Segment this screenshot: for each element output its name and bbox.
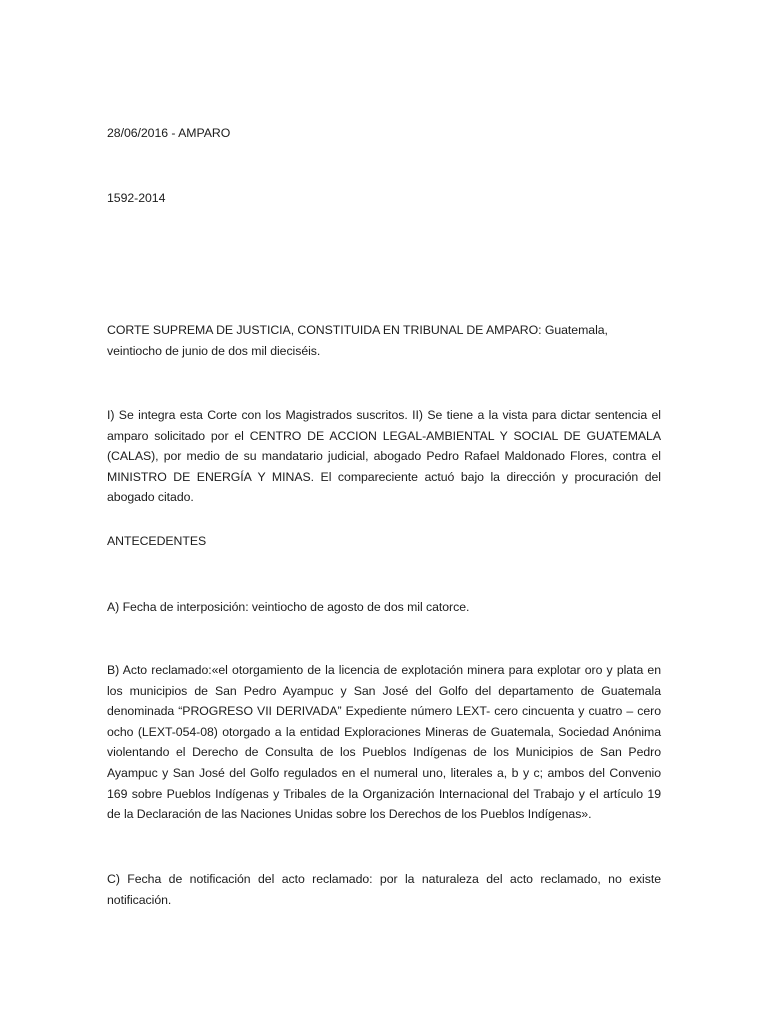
item-a-paragraph: A) Fecha de interposición: veintiocho de agosto de dos mil catorce. <box>107 600 470 614</box>
header-date: 28/06/2016 - AMPARO <box>107 126 231 140</box>
intro-paragraph: I) Se integra esta Corte con los Magistrados suscritos. II) Se tiene a la vista para dictar sentencia el amparo solicitado por el CENTRO DE ACCION LEGAL-AMBIENTAL Y SOCIAL DE GUATEMALA (CALAS), por medio de su mandatario judicial, abogado Pedro Rafael Maldonado Flores, contra el MINISTRO DE ENERGÍA Y MINAS. El compareciente actuó bajo la dirección y procuración del abogado citado. <box>107 408 661 505</box>
item-c-paragraph: C) Fecha de notificación del acto reclamado: por la naturaleza del acto reclamado, no existe notificación. <box>107 872 661 907</box>
section-heading: ANTECEDENTES <box>107 534 207 548</box>
court-opening-paragraph: CORTE SUPREMA DE JUSTICIA, CONSTITUIDA EN TRIBUNAL DE AMPARO: Guatemala, veintiocho de junio de dos mil dieciséis. <box>107 323 608 358</box>
file-number: 1592-2014 <box>107 191 166 205</box>
item-b-paragraph: B) Acto reclamado:«el otorgamiento de la licencia de explotación minera para explotar oro y plata en los municipios de San Pedro Ayampuc y San José del Golfo del departamento de Guatemala denominada “PROGRESO VII DERIVADA” Expediente número LEXT- cero cincuenta y cuatro – cero ocho (LEXT-054-08) otorgado a la entidad Exploraciones Mineras de Guatemala, Sociedad Anónima violentando el Derecho de Consulta de los Pueblos Indígenas de los Municipios de San Pedro Ayampuc y San José del Golfo regulados en el numeral uno, literales a, b y c; ambos del Convenio 169 sobre Pueblos Indígenas y Tribales de la Organización Internacional del Trabajo y el artículo 19 de la Declaración de las Naciones Unidas sobre los Derechos de los Pueblos Indígenas». <box>107 663 661 822</box>
